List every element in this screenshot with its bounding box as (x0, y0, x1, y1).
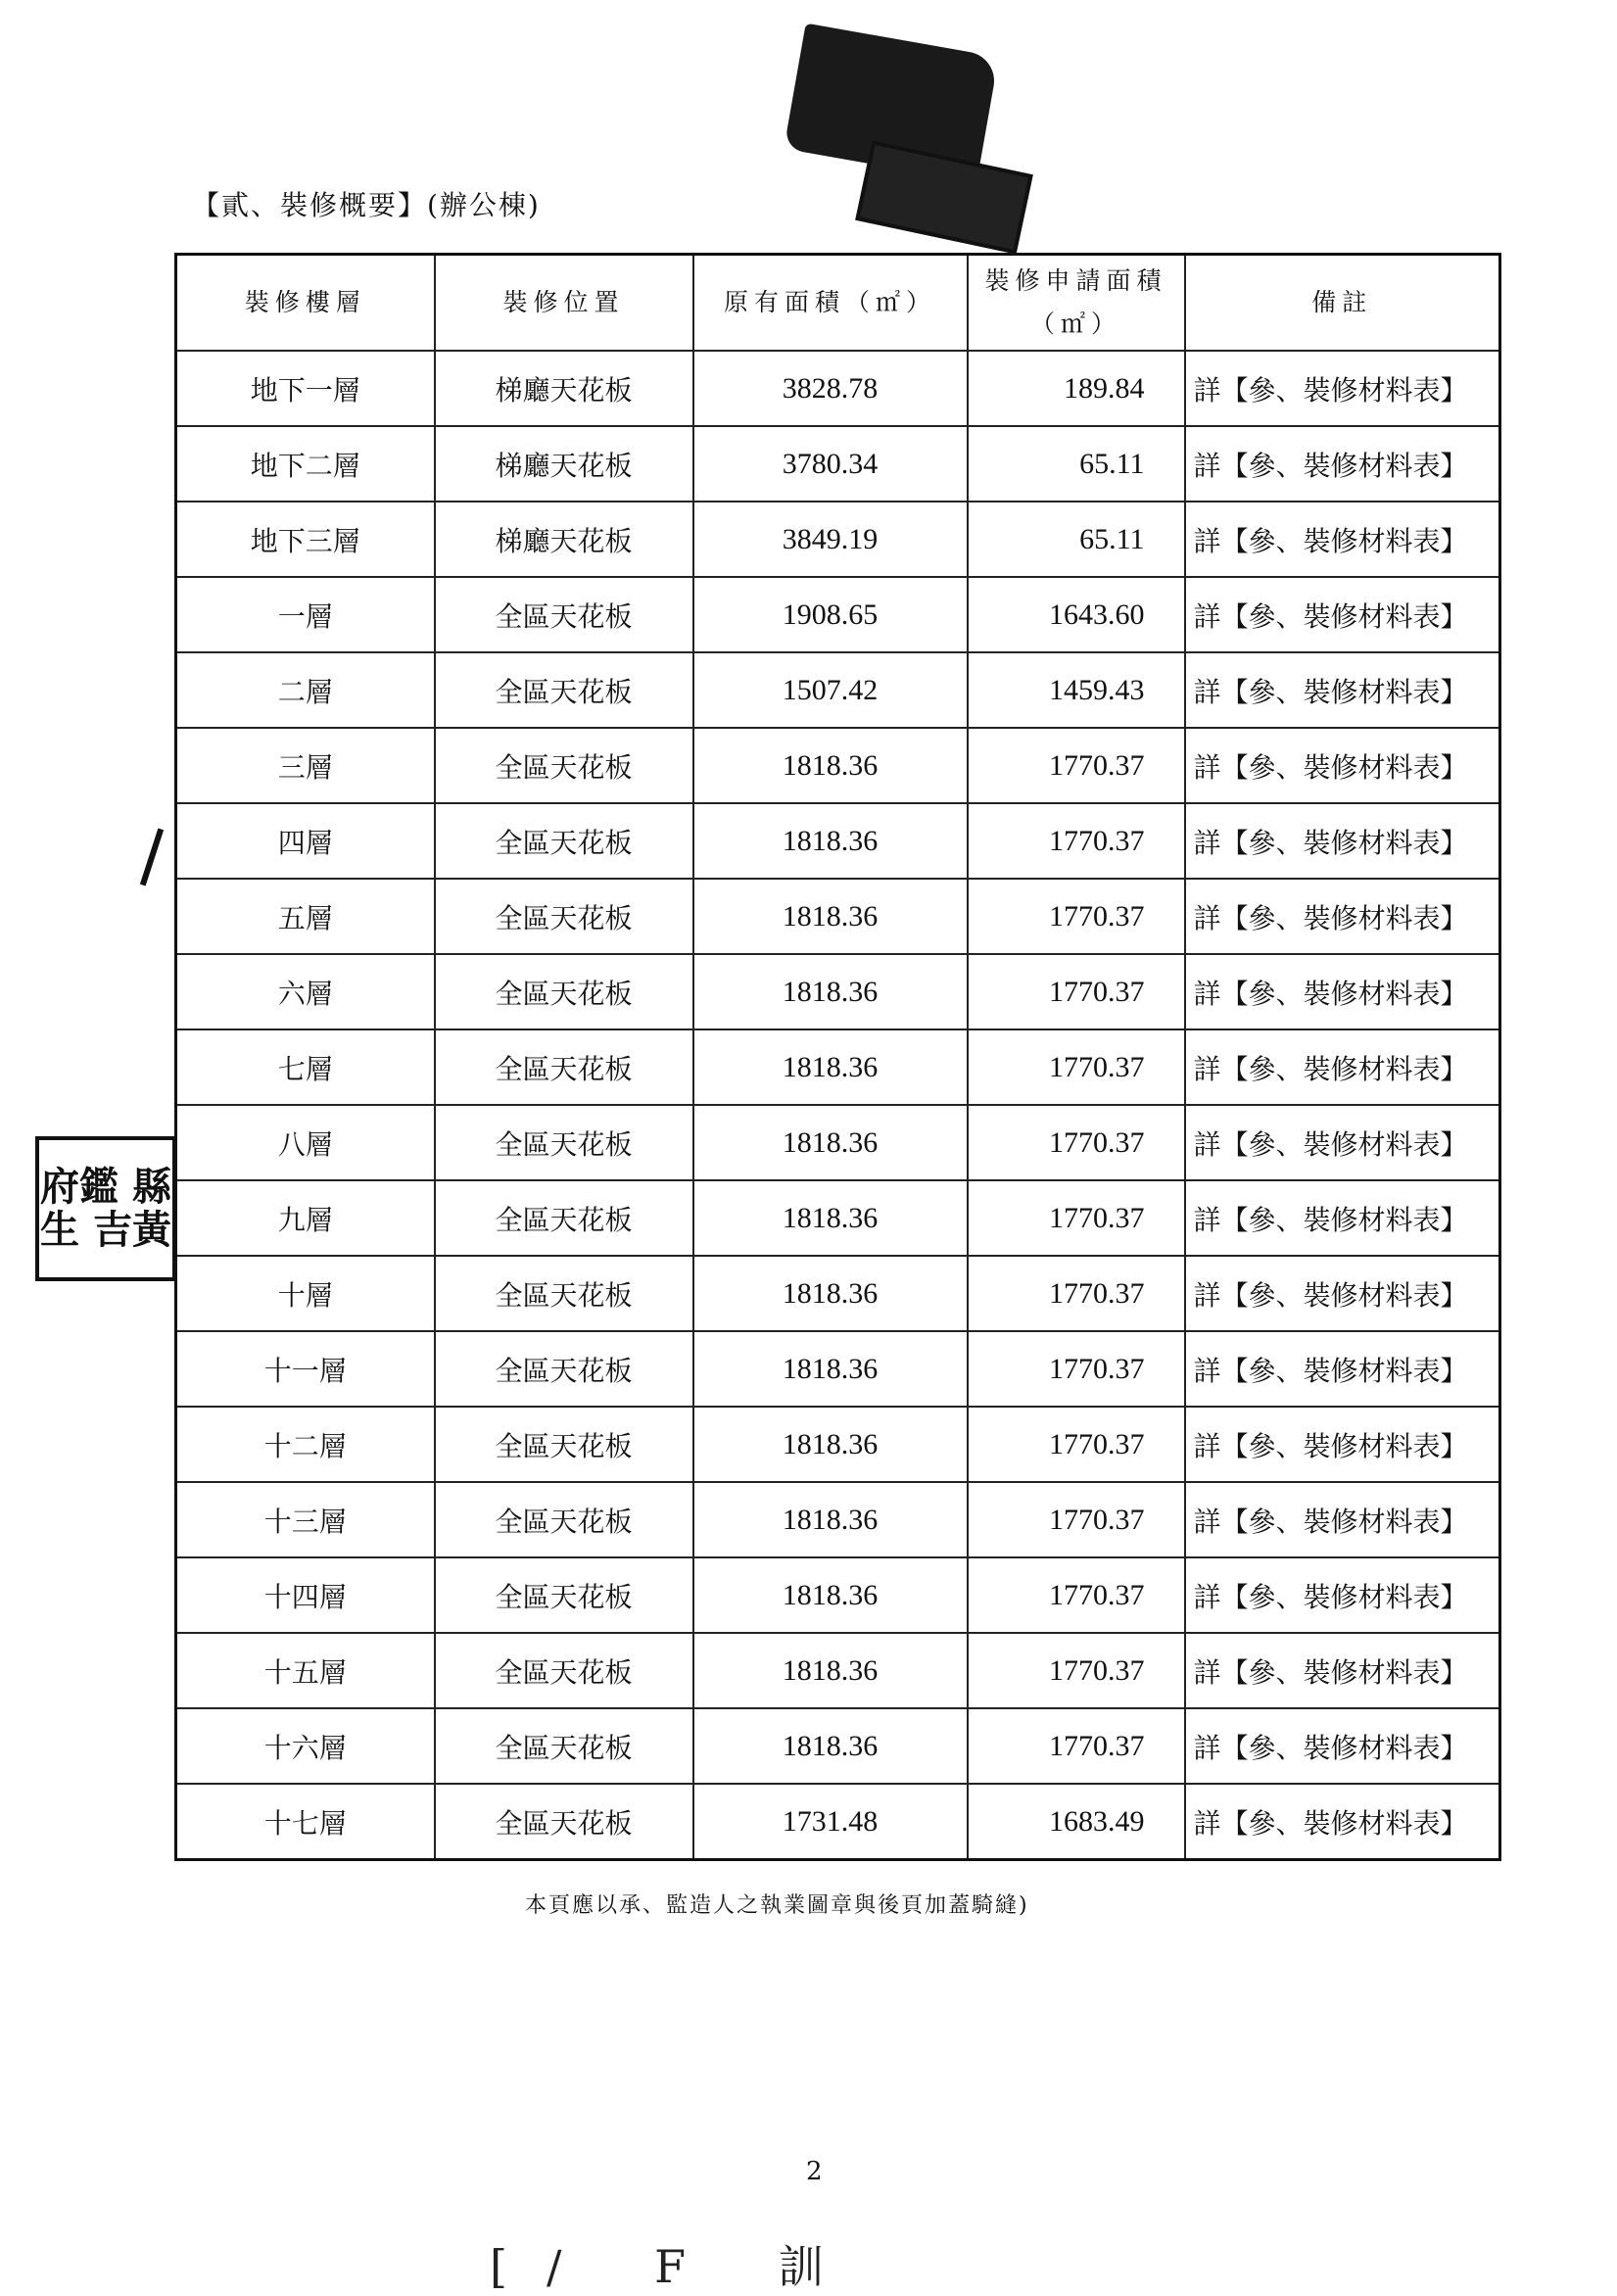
cell-position: 全區天花板 (435, 1331, 693, 1407)
cell-requested-area: 1770.37 (968, 1331, 1185, 1407)
table-row (176, 879, 1500, 954)
cell-original-area: 1818.36 (693, 954, 968, 1029)
bottom-handwriting: [/ F 訓 (490, 2240, 863, 2293)
table-row (176, 1633, 1500, 1708)
cell-requested-area: 1770.37 (968, 728, 1185, 803)
cell-floor: 十四層 (176, 1557, 435, 1633)
cell-original-area: 1818.36 (693, 1557, 968, 1633)
table-row (176, 577, 1500, 652)
cell-floor: 六層 (176, 954, 435, 1029)
cell-original-area: 1818.36 (693, 1105, 968, 1180)
cell-floor: 十三層 (176, 1482, 435, 1557)
cell-note: 詳【參、裝修材料表】 (1185, 1105, 1500, 1180)
table-row (176, 1331, 1500, 1407)
cell-note: 詳【參、裝修材料表】 (1185, 1784, 1500, 1860)
cell-original-area: 1818.36 (693, 1256, 968, 1331)
cell-requested-area: 1683.49 (968, 1784, 1185, 1860)
cell-requested-area: 1770.37 (968, 803, 1185, 879)
cell-floor: 二層 (176, 652, 435, 728)
cell-position: 全區天花板 (435, 728, 693, 803)
cell-floor: 九層 (176, 1180, 435, 1256)
cell-position: 全區天花板 (435, 577, 693, 652)
table-row (176, 1256, 1500, 1331)
cell-floor: 十二層 (176, 1407, 435, 1482)
cell-note: 詳【參、裝修材料表】 (1185, 1331, 1500, 1407)
architect-seal-text: 府鑑 縣生 吉黃 (40, 1164, 171, 1253)
cell-requested-area: 65.11 (968, 426, 1185, 502)
cell-original-area: 1818.36 (693, 1180, 968, 1256)
cell-original-area: 1818.36 (693, 1633, 968, 1708)
table-row (176, 1482, 1500, 1557)
cell-position: 梯廳天花板 (435, 426, 693, 502)
cell-floor: 七層 (176, 1029, 435, 1105)
cell-original-area: 1818.36 (693, 879, 968, 954)
cell-position: 全區天花板 (435, 954, 693, 1029)
cell-requested-area: 1770.37 (968, 1633, 1185, 1708)
cell-note: 詳【參、裝修材料表】 (1185, 351, 1500, 426)
cell-requested-area: 1770.37 (968, 1256, 1185, 1331)
cell-floor: 八層 (176, 1105, 435, 1180)
table-row (176, 1557, 1500, 1633)
cell-original-area: 1908.65 (693, 577, 968, 652)
header-floor: 裝修樓層 (176, 255, 435, 352)
cell-position: 全區天花板 (435, 1784, 693, 1860)
cell-requested-area: 1770.37 (968, 1407, 1185, 1482)
table-row (176, 803, 1500, 879)
table-body (176, 351, 1500, 1860)
table-row (176, 351, 1500, 426)
architect-seal-left (35, 1136, 176, 1281)
cell-original-area: 1818.36 (693, 1029, 968, 1105)
cell-note: 詳【參、裝修材料表】 (1185, 1633, 1500, 1708)
cell-requested-area: 1770.37 (968, 1180, 1185, 1256)
section-heading: 【貳、裝修概要】(辦公棟) (192, 189, 541, 221)
table-header-row (176, 255, 1500, 352)
header-requested-area: 裝修申請面積（㎡） (968, 255, 1185, 352)
cell-original-area: 3780.34 (693, 426, 968, 502)
cell-position: 梯廳天花板 (435, 351, 693, 426)
cell-original-area: 1818.36 (693, 1331, 968, 1407)
table-row (176, 1784, 1500, 1860)
cell-original-area: 3828.78 (693, 351, 968, 426)
cell-floor: 三層 (176, 728, 435, 803)
cell-requested-area: 65.11 (968, 502, 1185, 577)
cell-note: 詳【參、裝修材料表】 (1185, 1407, 1500, 1482)
cell-note: 詳【參、裝修材料表】 (1185, 728, 1500, 803)
cell-note: 詳【參、裝修材料表】 (1185, 1482, 1500, 1557)
cell-floor: 五層 (176, 879, 435, 954)
cell-requested-area: 1459.43 (968, 652, 1185, 728)
table-row (176, 1708, 1500, 1784)
cell-floor: 地下二層 (176, 426, 435, 502)
cell-floor: 十一層 (176, 1331, 435, 1407)
renovation-summary-table (174, 253, 1501, 1861)
table-row (176, 1029, 1500, 1105)
cell-floor: 十層 (176, 1256, 435, 1331)
cell-note: 詳【參、裝修材料表】 (1185, 1180, 1500, 1256)
cell-requested-area: 1770.37 (968, 954, 1185, 1029)
cell-position: 全區天花板 (435, 1407, 693, 1482)
header-original-area: 原有面積（㎡） (693, 255, 968, 352)
cell-position: 全區天花板 (435, 1029, 693, 1105)
cell-floor: 四層 (176, 803, 435, 879)
cell-note: 詳【參、裝修材料表】 (1185, 954, 1500, 1029)
cell-position: 全區天花板 (435, 1633, 693, 1708)
margin-mark (140, 829, 164, 886)
cell-note: 詳【參、裝修材料表】 (1185, 577, 1500, 652)
cell-floor: 十七層 (176, 1784, 435, 1860)
table-row (176, 1407, 1500, 1482)
cell-floor: 十六層 (176, 1708, 435, 1784)
header-position: 裝修位置 (435, 255, 693, 352)
cell-position: 全區天花板 (435, 879, 693, 954)
cell-requested-area: 1770.37 (968, 1557, 1185, 1633)
cell-original-area: 1818.36 (693, 1482, 968, 1557)
cell-original-area: 3849.19 (693, 502, 968, 577)
cell-original-area: 1818.36 (693, 728, 968, 803)
cell-position: 全區天花板 (435, 1256, 693, 1331)
cell-floor: 地下三層 (176, 502, 435, 577)
cell-note: 詳【參、裝修材料表】 (1185, 1029, 1500, 1105)
cell-requested-area: 1643.60 (968, 577, 1185, 652)
cell-position: 全區天花板 (435, 1180, 693, 1256)
cell-original-area: 1507.42 (693, 652, 968, 728)
cell-original-area: 1818.36 (693, 1708, 968, 1784)
cell-position: 全區天花板 (435, 1557, 693, 1633)
cell-position: 全區天花板 (435, 1482, 693, 1557)
cell-position: 全區天花板 (435, 803, 693, 879)
cell-original-area: 1731.48 (693, 1784, 968, 1860)
cell-note: 詳【參、裝修材料表】 (1185, 879, 1500, 954)
cell-requested-area: 1770.37 (968, 1029, 1185, 1105)
header-note: 備註 (1185, 255, 1500, 352)
cell-position: 全區天花板 (435, 1105, 693, 1180)
table-row (176, 652, 1500, 728)
cell-original-area: 1818.36 (693, 803, 968, 879)
cell-note: 詳【參、裝修材料表】 (1185, 1256, 1500, 1331)
table-row (176, 954, 1500, 1029)
cell-floor: 一層 (176, 577, 435, 652)
cell-position: 全區天花板 (435, 652, 693, 728)
cell-note: 詳【參、裝修材料表】 (1185, 1557, 1500, 1633)
page-number: 2 (806, 2157, 823, 2186)
table-row (176, 728, 1500, 803)
cell-position: 全區天花板 (435, 1708, 693, 1784)
cell-note: 詳【參、裝修材料表】 (1185, 502, 1500, 577)
table-row (176, 1180, 1500, 1256)
cell-requested-area: 189.84 (968, 351, 1185, 426)
table-row (176, 1105, 1500, 1180)
table-row (176, 502, 1500, 577)
cell-note: 詳【參、裝修材料表】 (1185, 1708, 1500, 1784)
cell-requested-area: 1770.37 (968, 1708, 1185, 1784)
cell-floor: 十五層 (176, 1633, 435, 1708)
footnote: 本頁應以承、監造人之執業圖章與後頁加蓋騎縫) (525, 1893, 1029, 1918)
cell-note: 詳【參、裝修材料表】 (1185, 652, 1500, 728)
cell-floor: 地下一層 (176, 351, 435, 426)
official-seal-top-small (855, 140, 1033, 254)
cell-requested-area: 1770.37 (968, 1105, 1185, 1180)
cell-note: 詳【參、裝修材料表】 (1185, 426, 1500, 502)
cell-requested-area: 1770.37 (968, 1482, 1185, 1557)
cell-note: 詳【參、裝修材料表】 (1185, 803, 1500, 879)
table-row (176, 426, 1500, 502)
cell-original-area: 1818.36 (693, 1407, 968, 1482)
cell-position: 梯廳天花板 (435, 502, 693, 577)
cell-requested-area: 1770.37 (968, 879, 1185, 954)
